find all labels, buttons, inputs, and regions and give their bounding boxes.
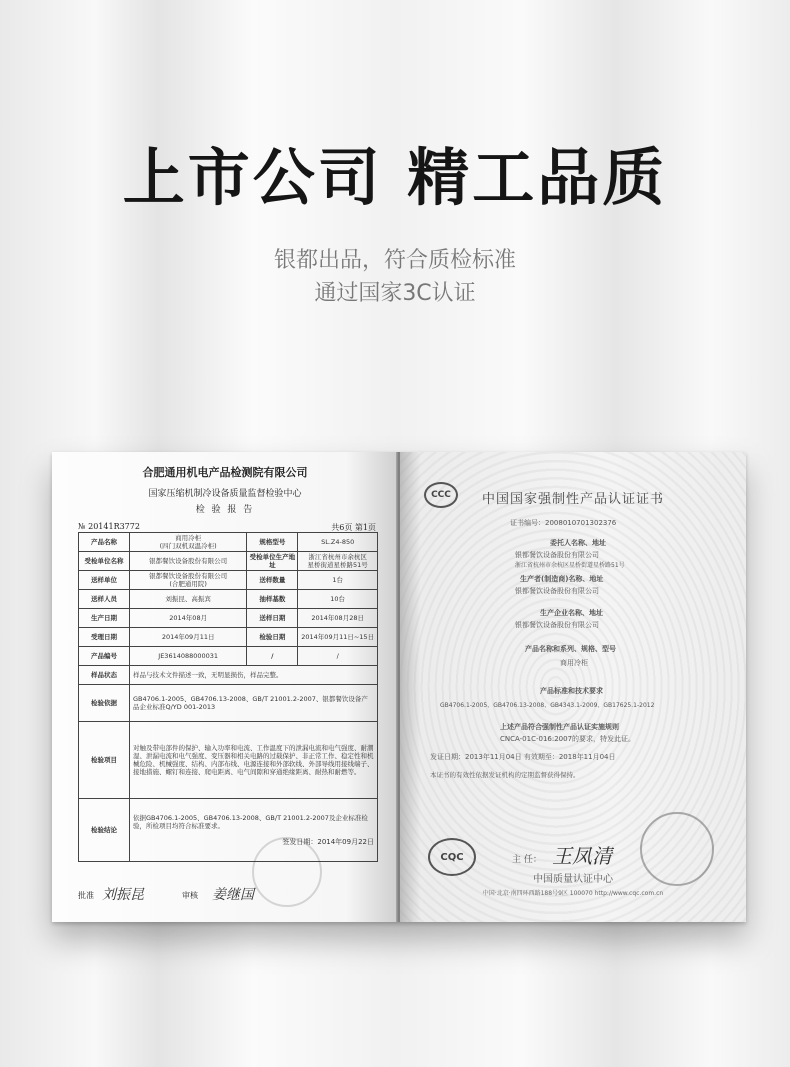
- subtitle-line-2: 通过国家3C认证: [314, 281, 476, 306]
- certificate-note: 本证书的有效性依据发证机构的定期监督获得保持。: [430, 771, 580, 779]
- conclusion-text: 依据GB4706.1-2005、GB4706.13-2008、GB/T 21001.2-2007及企业标准检验，所检项目均符合标准要求。: [133, 814, 368, 830]
- table-row: [79, 666, 378, 685]
- factory-label: 生产企业名称、地址: [540, 609, 603, 617]
- cqc-organization: 中国质量认证中心: [533, 874, 613, 885]
- table-row: [79, 722, 378, 799]
- reviewer-label: 审核: [182, 891, 198, 900]
- report-institute: 合肥通用机电产品检测院有限公司: [142, 466, 308, 479]
- cell-value: 2014年08月: [130, 609, 247, 628]
- cell-label: 送样日期: [247, 609, 298, 628]
- inspection-report-page: [52, 452, 398, 922]
- cell-label: /: [247, 647, 298, 666]
- cell-value: SL.Z4-850: [298, 533, 378, 552]
- table-row: [79, 799, 378, 862]
- cell-value: 商用冷柜 (四门双机双温冷柜): [130, 533, 247, 552]
- cell-value: [130, 799, 378, 862]
- report-title: 检 验 报 告: [195, 505, 255, 515]
- issue-validity: 发证日期：2013年11月04日 有效期至：2018年11月04日: [430, 753, 616, 761]
- cell-label: 检验结论: [79, 799, 130, 862]
- cell-value: 10台: [298, 590, 378, 609]
- cell-label: 产品编号: [79, 647, 130, 666]
- cell-value: 2014年09月11日~15日: [298, 628, 378, 647]
- cell-label: 生产日期: [79, 609, 130, 628]
- cell-value: 1台: [298, 571, 378, 590]
- ccc-logo-icon: CCC: [424, 482, 458, 508]
- subtitle-line-1: 银都出品，符合质检标准: [273, 248, 516, 273]
- table-row: [79, 609, 378, 628]
- cell-value: 2014年08月28日: [298, 609, 378, 628]
- cell-label: 送样单位: [79, 571, 130, 590]
- cell-label: 检验日期: [247, 628, 298, 647]
- cell-value: JE3614088000031: [130, 647, 247, 666]
- report-center: 国家压缩机制冷设备质量监督检验中心: [148, 489, 302, 499]
- rule-text: CNCA-01C-016:2007的要求，特发此证。: [500, 735, 636, 743]
- table-row: [79, 590, 378, 609]
- standard-text: GB4706.1-2005、GB4706.13-2008、GB4343.1-2009、GB17625.1-2012: [440, 702, 655, 709]
- report-page-info: 共6页 第1页: [331, 523, 376, 532]
- report-number: № 20141R3772: [78, 522, 140, 531]
- approver-signature: 刘振昆: [102, 887, 144, 903]
- applicant-label: 委托人名称、地址: [550, 539, 606, 547]
- applicant-name: 银都餐饮设备股份有限公司: [515, 551, 599, 559]
- cell-value: 刘振昆、高振宾: [130, 590, 247, 609]
- cell-label: 规格型号: [247, 533, 298, 552]
- ccc-certificate-page: [400, 452, 746, 922]
- cell-label: 送样人员: [79, 590, 130, 609]
- cqc-logo-icon: CQC: [428, 838, 476, 876]
- table-row: [79, 552, 378, 571]
- cell-value: 银都餐饮设备股份有限公司 (合肥通用院): [130, 571, 247, 590]
- certificate-number: 证书编号：2008010701302376: [510, 519, 617, 527]
- director-label: 主 任：: [512, 855, 542, 865]
- director-signature: 王凤清: [552, 844, 612, 868]
- table-row: [79, 647, 378, 666]
- rule-label: 上述产品符合强制性产品认证实施规则: [500, 723, 619, 731]
- cell-label: 受理日期: [79, 628, 130, 647]
- cell-value: 2014年09月11日: [130, 628, 247, 647]
- cell-label: 抽样基数: [247, 590, 298, 609]
- cell-label: 受检单位生产地址: [247, 552, 298, 571]
- table-row: [79, 533, 378, 552]
- product-label: 产品名称和系列、规格、型号: [525, 645, 616, 653]
- headline: 上市公司 精工品质: [122, 141, 668, 214]
- reviewer-signature: 姜继国: [212, 887, 254, 903]
- report-seal: [252, 837, 322, 907]
- maker-name: 银都餐饮设备股份有限公司: [515, 587, 599, 595]
- cell-value: 银都餐饮设备股份有限公司: [130, 552, 247, 571]
- maker-label: 生产者(制造商)名称、地址: [520, 575, 604, 583]
- approver-label: 批准: [78, 891, 94, 900]
- table-row: [79, 628, 378, 647]
- open-certificate-book: [52, 452, 746, 922]
- cell-label: 检验依据: [79, 685, 130, 722]
- factory-name: 银都餐饮设备股份有限公司: [515, 621, 599, 629]
- cell-label: 受检单位名称: [79, 552, 130, 571]
- table-row: [79, 685, 378, 722]
- applicant-address: 浙江省杭州市余杭区星桥街道星桥路51号: [515, 562, 625, 569]
- report-table: [78, 532, 378, 862]
- cell-label: 产品名称: [79, 533, 130, 552]
- table-row: [79, 571, 378, 590]
- cell-value: 样品与技术文件描述一致，无明显损伤，样品完整。: [130, 666, 378, 685]
- cell-value: 对触及带电部件的保护、输入功率和电流、工作温度下的泄漏电流和电气强度、耐潮湿、泄漏电流和电气强度、变压器和相关电路的过载保护、非正常工作、稳定性和机械危险、机械强度、结构、内部布线、电源连接和外部软线、外部导线用接线端子、接地措施、螺钉和连接、爬电距离、电气间隙和穿通绝缘距离、耐热和耐燃等。: [130, 722, 378, 799]
- cqc-address: 中国·北京·南四环西路188号9区 100070 http://www.cqc.com.cn: [482, 890, 664, 897]
- cell-value: 浙江省杭州市余杭区 星桥街道星桥路51号: [298, 552, 378, 571]
- product-name: 商用冷柜: [560, 659, 588, 667]
- standard-label: 产品标准和技术要求: [540, 687, 603, 695]
- cell-value: /: [298, 647, 378, 666]
- certificate-title: 中国国家强制性产品认证证书: [482, 492, 665, 507]
- issue-date: 签发日期：2014年09月22日: [282, 838, 374, 846]
- cell-label: 检验项目: [79, 722, 130, 799]
- cell-label: 样品状态: [79, 666, 130, 685]
- cell-label: 送样数量: [247, 571, 298, 590]
- cell-value: GB4706.1-2005、GB4706.13-2008、GB/T 21001.2-2007、银都餐饮设备产品企业标准Q/YD 001-2013: [130, 685, 378, 722]
